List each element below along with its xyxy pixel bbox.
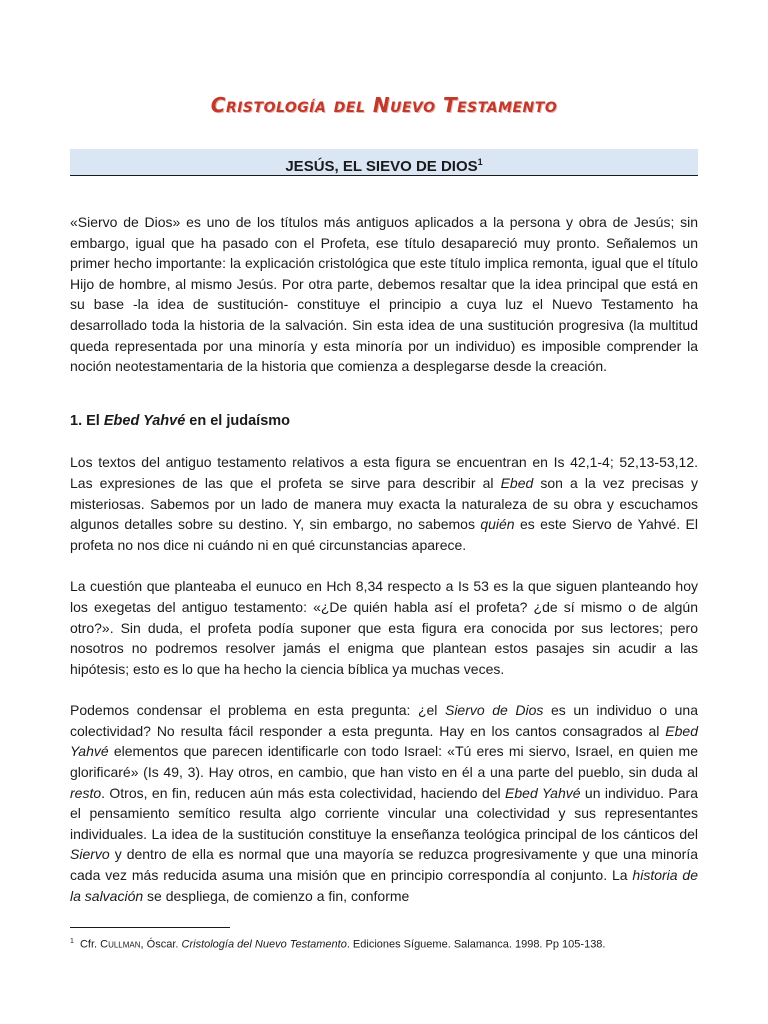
footnote-author: Cullman xyxy=(100,938,141,951)
footnote-work: Cristología del Nuevo Testamento xyxy=(181,938,347,951)
footnote-reference[interactable]: 1 xyxy=(477,157,483,167)
footnote-divider xyxy=(70,927,230,928)
footnote-number: 1 xyxy=(70,938,74,945)
footnote: $^1$ Cfr. Cullman, Óscar. Cristología del Nuevo Testamento. Ediciones Sígueme. Salamanca. 1998. Pp 105-138. xyxy=(70,938,606,951)
paragraph-problema: Podemos condensar el problema en esta pregunta: ¿el Siervo de Dios es un individuo o una colectividad? No resulta fácil responder a esta pregunta. Hay en los cantos consagrados al Ebed Yahvé elementos que parecen identificarle con todo Israel: «Tú eres mi siervo, Israel, en quien me glorificaré» (Is 49, 3). Hay otros, en cambio, que han visto en él a una parte del pueblo, sin duda al resto. Otros, en fin, reducen aún más esta colectividad, haciendo del Ebed Yahvé un individuo. Para el pensamiento semítico resulta algo corriente vincular una colectividad y sus representantes individuales. La idea de la sustitución constituye la enseñanza teológica principal de los cánticos del Siervo y dentro de ella es normal que una mayoría se reduzca progresivamente y que una minoría cada vez más reducida asuma una misión que en principio correspondía al conjunto. La historia de la salvación se despliega, de comienzo a fin, conforme xyxy=(70,702,699,904)
subheading-ebed-yahve: 1. El Ebed Yahvé en el judaísmo xyxy=(70,412,291,429)
paragraph-textos: Los textos del antiguo testamento relativos a esta figura se encuentran en Is 42,1-4; 52,13-53,12. Las expresiones de las que el profeta se sirve para describir al Ebed son a la vez precisas y misteriosas. Sabemos por un lado de manera muy exacta la naturaleza de su obra y escuchamos algunos detalles sobre su destino. Y, sin embargo, no sabemos quién es este Siervo de Yahvé. El profeta no nos dice ni cuándo ni en qué circunstancias aparece. xyxy=(70,454,698,553)
document-body xyxy=(70,212,698,906)
section-heading xyxy=(70,149,698,176)
paragraph-intro: «Siervo de Dios» es uno de los títulos más antiguos aplicados a la persona y obra de Jesús; sin embargo, igual que ha pasado con el Profeta, ese título desapareció muy pronto. Señalemos un primer hecho importante: la explicación cristológica que este título implica remonta, igual que el título Hijo de hombre, al mismo Jesús. Por otra parte, debemos resaltar que la idea principal que está en su base -la idea de sustitución- constituye el principio a cuya luz el Nuevo Testamento ha desarrollado toda la historia de la salvación. Sin esta idea de una sustitución progresiva (la multitud queda representada por una minoría y esta minoría por un individuo) es imposible comprender la noción neotestamentaria de la historia que comienza a desplegarse desde la creación. xyxy=(70,214,698,375)
paragraph-cuestion: La cuestión que planteaba el eunuco en Hch 8,34 respecto a Is 53 es la que siguen planteando hoy los exegetas del antiguo testamento: «¿De quién habla así el profeta? ¿de sí mismo o de algún otro?». Sin duda, el profeta podía suponer que esta figura era conocida por sus lectores; pero nosotros no podremos resolver jamás el enigma que plantean estos pasajes sin acudir a las hipótesis; esto es lo que ha hecho la ciencia bíblica ya muchas veces. xyxy=(70,578,698,677)
page-title: Cristología del Nuevo Testamento xyxy=(210,93,558,117)
section-heading-text: JESÚS, EL SIEVO DE DIOS xyxy=(285,158,478,175)
